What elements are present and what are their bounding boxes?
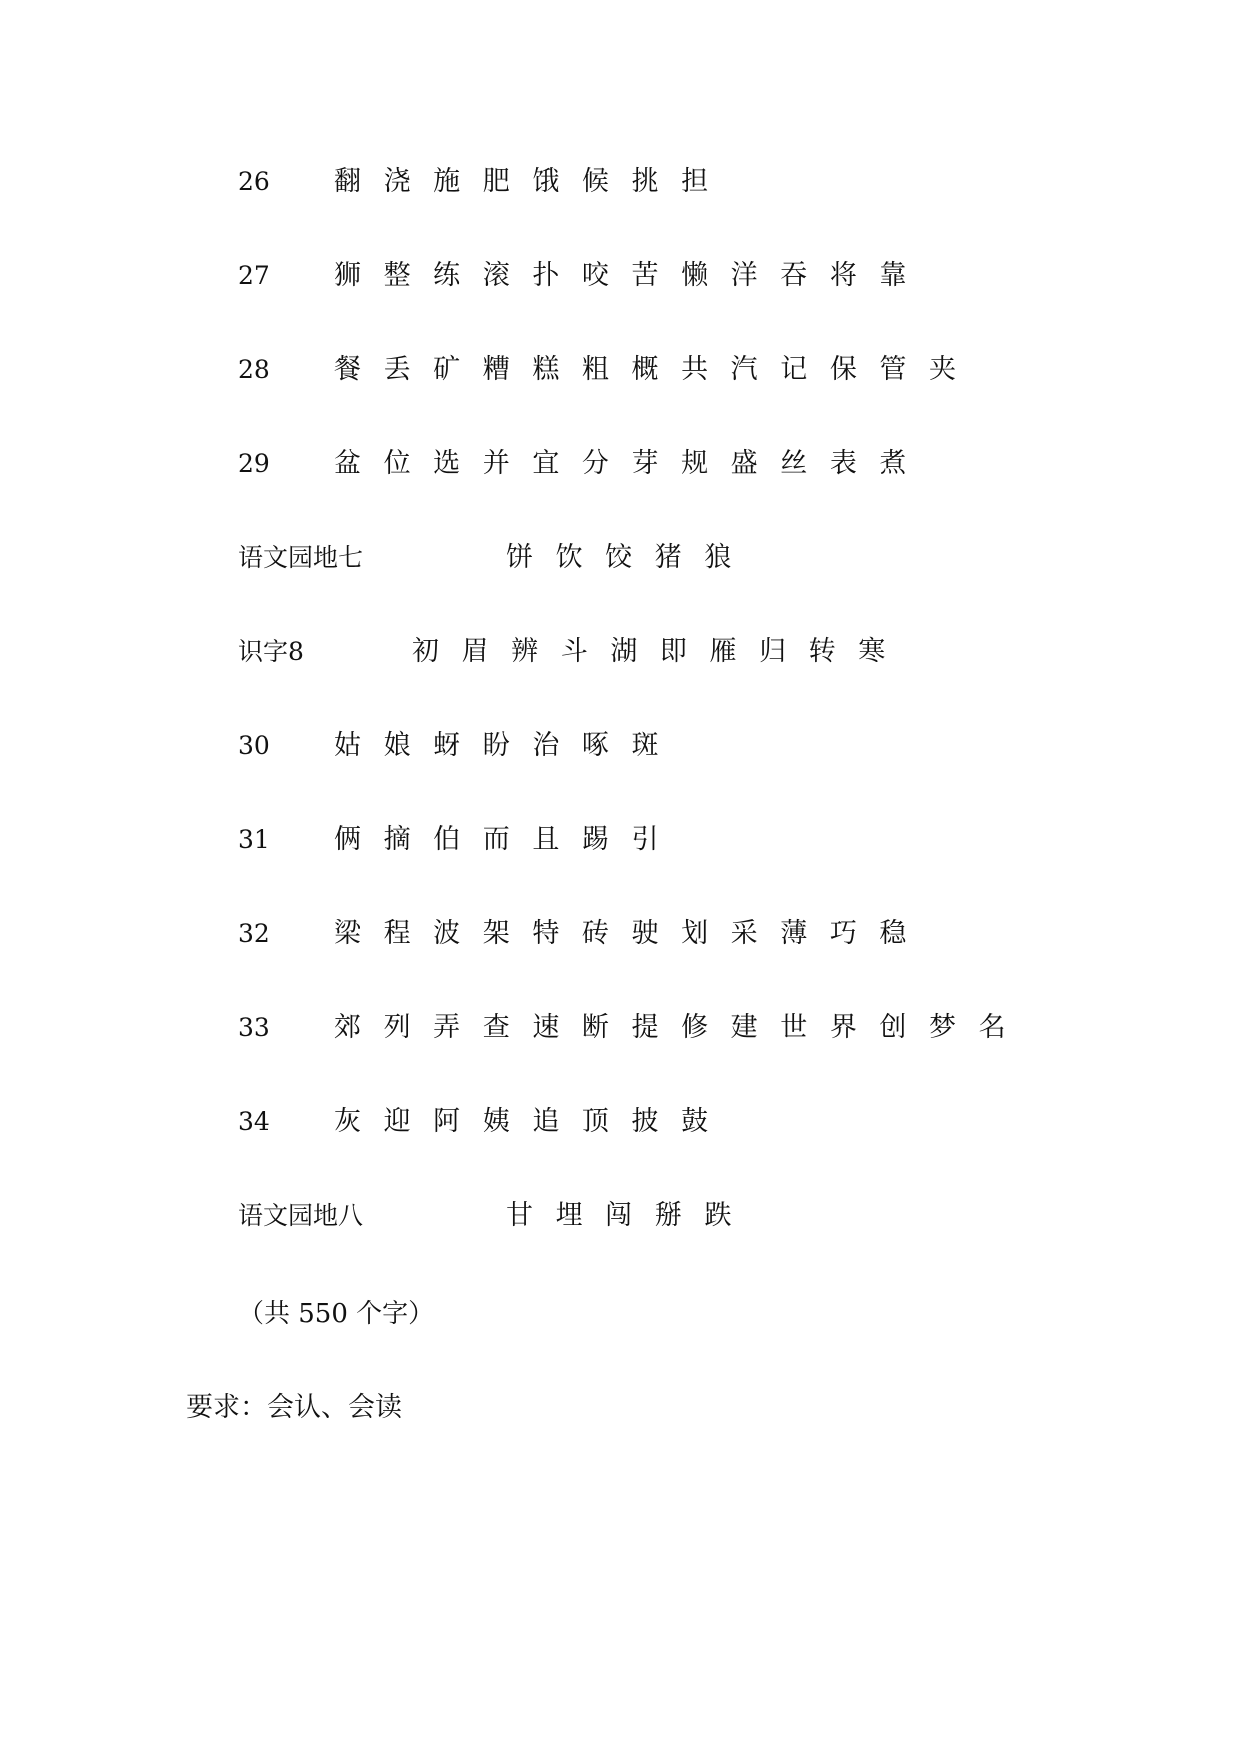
row-label: 28 [238,355,270,384]
row-label: 29 [238,449,270,478]
row-label: 33 [238,1013,270,1042]
row-label: 语文园地八 [238,1201,364,1230]
row-characters: 甘 埋 闯 掰 跌 [506,1200,734,1231]
row-characters: 饼 饮 饺 猪 狼 [506,542,734,573]
row-label: 31 [238,825,270,854]
row-characters: 餐 丢 矿 糟 糕 粗 概 共 汽 记 保 管 夹 [334,354,958,385]
row-characters: 梁 程 波 架 特 砖 驶 划 采 薄 巧 稳 [334,918,909,949]
row-label: 26 [238,167,270,196]
row-characters: 郊 列 弄 查 速 断 提 修 建 世 界 创 梦 名 [334,1012,1008,1043]
row-characters: 姑 娘 蚜 盼 治 啄 斑 [334,730,661,761]
row-characters: 灰 迎 阿 姨 追 顶 披 鼓 [334,1106,711,1137]
total-count-note: （共 550 个字） [238,1299,435,1329]
row-label: 27 [238,261,270,290]
row-label: 30 [238,731,270,760]
row-characters: 俩 摘 伯 而 且 踢 引 [334,824,661,855]
row-label: 语文园地七 [238,543,364,572]
row-characters: 盆 位 选 并 宜 分 芽 规 盛 丝 表 煮 [334,448,909,479]
requirement-note: 要求：会认、会读 [186,1392,402,1423]
row-characters: 初 眉 辨 斗 湖 即 雁 归 转 寒 [412,636,888,667]
row-label: 32 [238,919,270,948]
row-characters: 翻 浇 施 肥 饿 候 挑 担 [334,166,711,197]
row-label: 34 [238,1107,270,1136]
row-label: 识字8 [238,637,304,666]
row-characters: 狮 整 练 滚 扑 咬 苦 懒 洋 吞 将 靠 [334,260,909,291]
